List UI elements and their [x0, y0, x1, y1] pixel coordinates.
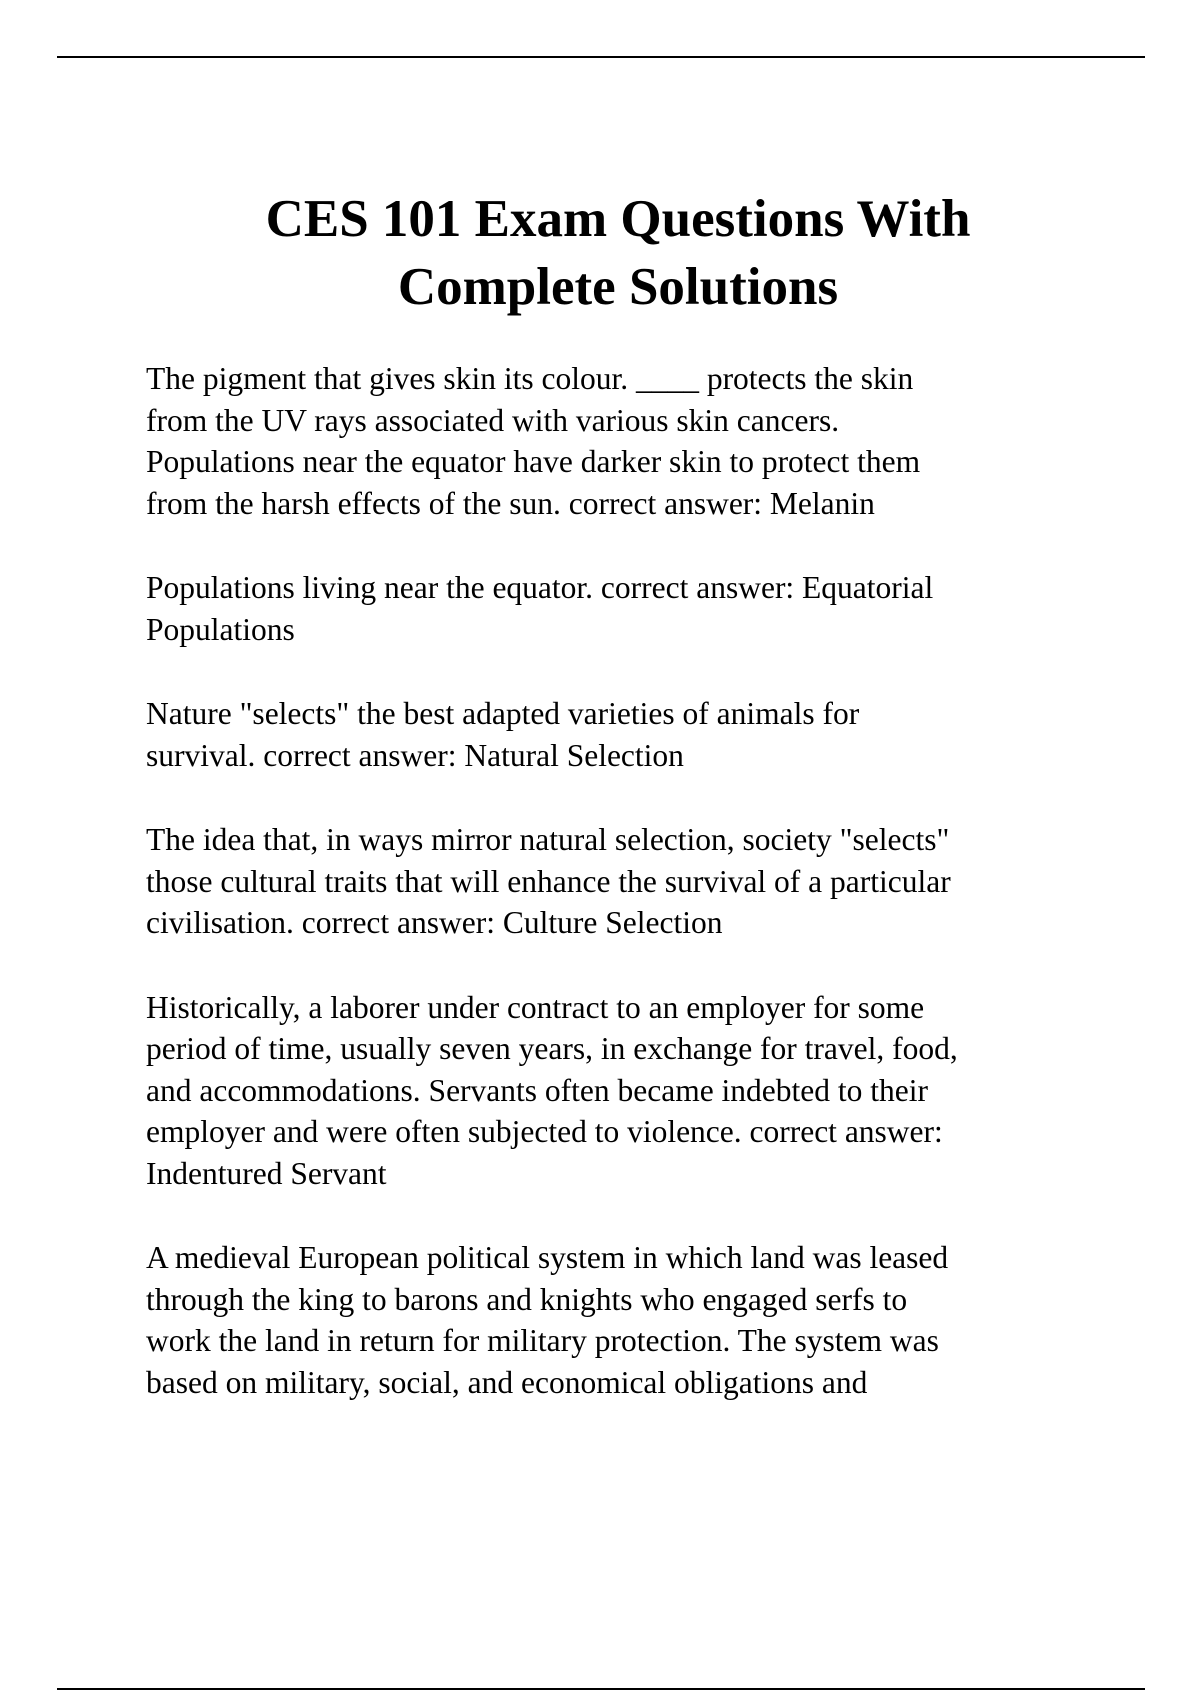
qa-text-line: and accommodations. Servants often became indebted to their: [146, 1072, 928, 1108]
qa-text-line: from the UV rays associated with various skin cancers.: [146, 402, 840, 438]
qa-text-line: period of time, usually seven years, in exchange for travel, food,: [146, 1031, 958, 1066]
qa-text-line: Populations: [146, 611, 295, 647]
qa-text-line: Historically, a laborer under contract to an employer for some: [146, 989, 925, 1025]
qa-text-line: from the harsh effects of the sun. correct answer: Melanin: [146, 485, 875, 521]
title-line: Complete Solutions: [397, 258, 839, 316]
qa-item: [146, 693, 1086, 776]
qa-text-line: through the king to barons and knights who engaged serfs to: [146, 1281, 908, 1317]
qa-text-line: The pigment that gives skin its colour. ____ protects the skin: [146, 361, 914, 396]
top-divider: [57, 56, 1145, 58]
bottom-divider: [57, 1688, 1145, 1690]
qa-text-line: those cultural traits that will enhance the survival of a particular: [146, 863, 951, 899]
qa-item: [146, 567, 1086, 650]
qa-text-line: Indentured Servant: [146, 1155, 387, 1191]
qa-text-line: survival. correct answer: Natural Selection: [146, 737, 684, 773]
qa-text-line: Populations living near the equator. correct answer: Equatorial: [146, 570, 934, 605]
qa-item: [146, 819, 1086, 944]
question-answer-list: [146, 358, 1086, 1446]
qa-text-line: A medieval European political system in which land was leased: [146, 1240, 949, 1275]
qa-item: [146, 987, 1086, 1195]
qa-item: [146, 1237, 1086, 1403]
qa-text-line: work the land in return for military protection. The system was: [146, 1323, 939, 1358]
qa-text-line: The idea that, in ways mirror natural selection, society "selects": [146, 822, 950, 857]
qa-item: [146, 358, 1086, 524]
qa-text-line: based on military, social, and economical obligations and: [146, 1364, 868, 1400]
title-line: CES 101 Exam Questions With: [265, 190, 971, 248]
qa-text-line: employer and were often subjected to violence. correct answer:: [146, 1114, 943, 1149]
page-title: [0, 185, 1200, 321]
qa-text-line: Populations near the equator have darker skin to protect them: [146, 444, 921, 479]
qa-text-line: Nature "selects" the best adapted varieties of animals for: [146, 696, 860, 731]
qa-text-line: civilisation. correct answer: Culture Selection: [146, 905, 723, 940]
